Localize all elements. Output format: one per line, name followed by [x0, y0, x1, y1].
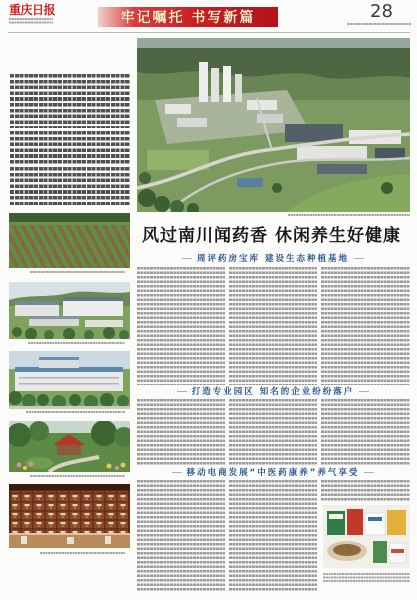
- tree: [103, 327, 115, 339]
- product-box: [365, 513, 385, 535]
- building-roof: [29, 316, 79, 319]
- main-headline: 风过南川闻药香 休闲养生好健康: [142, 226, 401, 246]
- intro-paragraph: [10, 131, 130, 164]
- section-subhead: 打造专业园区 知名的企业纷纷落户: [136, 387, 410, 398]
- facility-roof: [285, 124, 343, 142]
- article-text-column: [229, 399, 317, 465]
- building-roof: [15, 301, 59, 305]
- flower: [121, 463, 126, 468]
- jar: [21, 536, 27, 544]
- tree: [139, 172, 151, 184]
- flower: [115, 466, 119, 470]
- low-building: [177, 118, 207, 127]
- photo-pharmacy: [9, 484, 130, 548]
- tree: [22, 394, 36, 408]
- photo-caption: [30, 475, 125, 478]
- building-roof: [63, 297, 123, 301]
- herbs: [333, 544, 361, 556]
- header-rule: [8, 32, 410, 33]
- upper-building: [39, 359, 79, 368]
- flower: [17, 463, 22, 468]
- photo-caption: [28, 342, 125, 345]
- building: [63, 300, 123, 316]
- tree-line: [9, 213, 130, 222]
- facility-roof: [317, 164, 367, 174]
- section-subhead: 周评药房宝库 建设生态种植基地: [136, 254, 410, 265]
- cabinet-top: [9, 484, 130, 490]
- window-row: [19, 383, 119, 385]
- tree: [381, 182, 393, 194]
- tree: [29, 421, 49, 441]
- facility-building: [297, 146, 367, 160]
- tower-building: [199, 62, 208, 102]
- blue-roof-building: [237, 178, 263, 187]
- tree: [138, 189, 156, 207]
- photo-caption: [40, 552, 125, 555]
- haze: [137, 38, 410, 48]
- product-box: [347, 509, 363, 535]
- article-text-column: [321, 480, 410, 502]
- box-label: [368, 517, 382, 521]
- intro-paragraph: [10, 167, 130, 205]
- photo-products: [323, 505, 410, 568]
- product-box: [387, 510, 406, 535]
- medicine-drawers: [11, 491, 128, 533]
- tree: [91, 421, 117, 446]
- section-subhead: 移动电商发展“中医药康养”养气享受: [136, 468, 410, 479]
- window-row: [19, 377, 119, 379]
- pavilion: [57, 445, 81, 455]
- flower: [107, 464, 112, 469]
- masthead-logo: 重庆日报: [9, 3, 56, 17]
- tree: [117, 395, 129, 407]
- article-text-column: [137, 480, 225, 592]
- section-banner: [98, 7, 278, 27]
- factory-building: [15, 371, 123, 391]
- article-text-column: [137, 399, 225, 465]
- product-box: [373, 541, 387, 563]
- jar: [105, 536, 111, 544]
- box-label: [391, 549, 404, 553]
- photo-caption: [323, 573, 410, 583]
- road: [9, 406, 130, 409]
- tower-building: [235, 74, 242, 102]
- tower-building: [223, 66, 231, 102]
- photo-caption: [288, 214, 410, 217]
- flower: [29, 462, 34, 467]
- photo-garden: [9, 421, 130, 472]
- building: [15, 304, 59, 316]
- tree: [37, 394, 49, 406]
- photo-caption: [26, 411, 125, 414]
- article-text-column: [229, 267, 317, 385]
- page-date-text: [347, 23, 411, 26]
- tree: [154, 196, 170, 212]
- photo-caption: [30, 271, 125, 274]
- tower-building: [211, 68, 219, 102]
- masthead-info-text: [9, 18, 53, 25]
- intro-paragraph: [10, 74, 130, 128]
- tree: [69, 394, 81, 406]
- page-number: 28: [370, 1, 393, 22]
- upper-roof: [39, 357, 79, 360]
- section-banner-title: 牢记嘱托 书写新篇: [120, 10, 256, 26]
- box-label: [329, 514, 343, 519]
- building: [85, 320, 123, 327]
- jar: [67, 537, 74, 544]
- low-building: [247, 100, 277, 110]
- building: [29, 318, 79, 326]
- photo-industrial-park: [9, 282, 130, 339]
- field-edge: [9, 222, 130, 225]
- photo-herb-field: [9, 213, 130, 268]
- article-text-column: [321, 267, 410, 385]
- article-text-column: [137, 267, 225, 385]
- low-building: [165, 104, 191, 114]
- counter-edge: [9, 533, 130, 535]
- tree: [272, 183, 282, 193]
- tree: [12, 327, 22, 337]
- flower: [23, 466, 27, 470]
- photo-factory: [9, 351, 130, 409]
- tree: [100, 393, 114, 407]
- article-text-column: [229, 480, 317, 592]
- article-text-column: [321, 399, 410, 465]
- photo-aerial-view: [137, 38, 410, 212]
